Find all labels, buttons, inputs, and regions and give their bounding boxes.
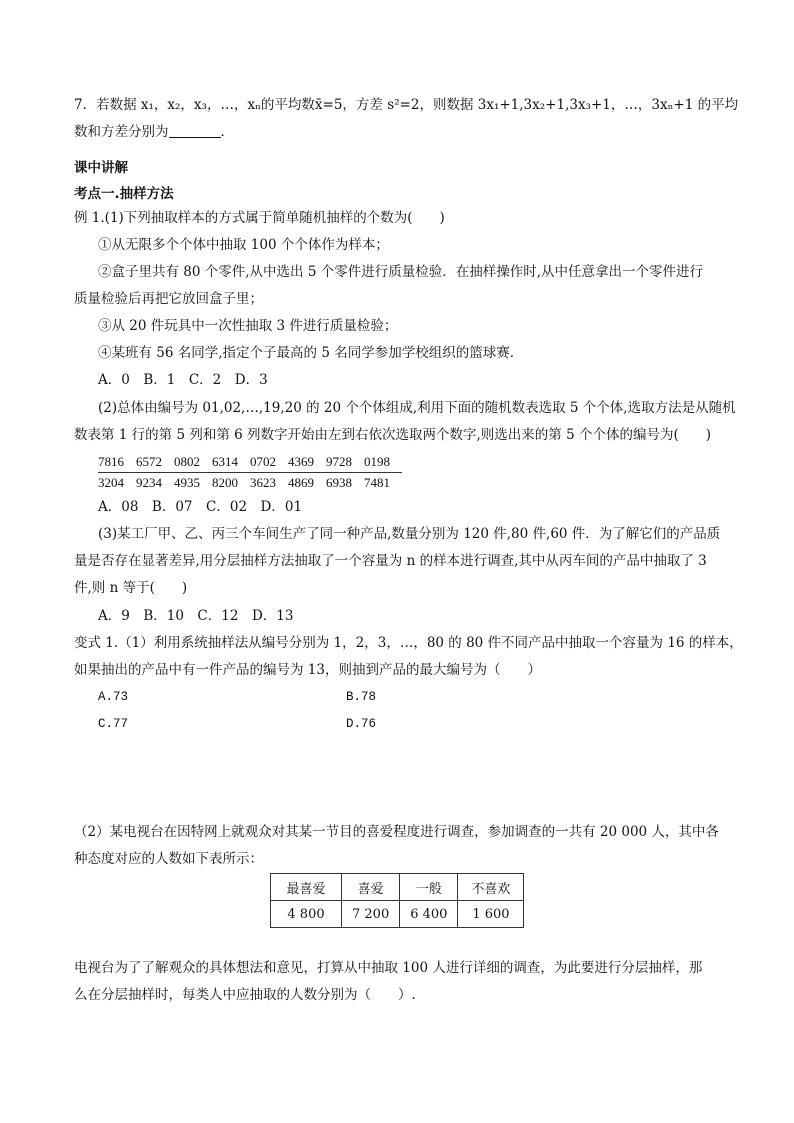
- random-cell: 9234: [136, 475, 162, 490]
- random-cell: 7481: [364, 475, 390, 490]
- random-cell: 9728: [326, 452, 364, 473]
- var1-line1: 变式 1.（1）利用系统抽样法从编号分别为 1，2，3，…，80 的 80 件不同产品中抽取一个容量为 16 的样本，: [74, 635, 743, 651]
- q7-line2-text: 数和方差分别为: [74, 124, 169, 140]
- ex1-option-1: ①从无限多个个体中抽取 100 个个体作为样本；: [98, 237, 389, 253]
- ex1-answers-3: A．9 B．10 C．12 D．13: [98, 608, 294, 624]
- random-cell: 8200: [212, 475, 238, 490]
- opinion-value-cell: 4 800: [271, 901, 342, 928]
- opinion-value-cell: 1 600: [458, 901, 524, 928]
- ex1-q2-line2: 数表第 1 行的第 5 列和第 6 列数字开始由左到右依次选取两个数字,则选出来的第 5 个个体的编号为( ): [74, 427, 712, 443]
- ex1-option-2-line1: ②盒子里共有 80 个零件,从中选出 5 个零件进行质量检验．在抽样操作时,从中任意拿出一个零件进行: [98, 264, 704, 280]
- opinion-value-cell: 7 200: [342, 901, 400, 928]
- ex1-answers-1: A．0 B．1 C．2 D．3: [98, 372, 268, 388]
- random-cell: 6314: [212, 452, 250, 473]
- opinion-table: [270, 873, 524, 928]
- random-number-table: [98, 452, 402, 493]
- random-cell: 6572: [136, 452, 174, 473]
- var1-q2-line4: 么在分层抽样时，每类人中应抽取的人数分别为（ ）.: [74, 987, 416, 1003]
- ex1-q1-stem: 例 1.(1)下列抽取样本的方式属于简单随机抽样的个数为( ): [74, 210, 445, 226]
- ex1-option-3: ③从 20 件玩具中一次性抽取 3 件进行质量检验；: [98, 318, 398, 334]
- opinion-header-row: [271, 874, 524, 901]
- random-cell: 4369: [288, 452, 326, 473]
- ex1-option-2-line2: 质量检验后再把它放回盒子里；: [74, 291, 263, 307]
- q7-line1: 7．若数据 x₁，x₂，x₃，…，xₙ的平均数x̄=5，方差 s²=2，则数据 3x₁+1,3x₂+1,3x₃+1，…，3xₙ+1 的平均: [74, 97, 739, 113]
- opinion-header-cell: 不喜欢: [458, 874, 524, 901]
- topic-title: 考点一.抽样方法: [74, 186, 174, 202]
- ex1-q2-line1: (2)总体由编号为 01,02,…,19,20 的 20 个个体组成,利用下面的随机数表选取 5 个个体,选取方法是从随机: [98, 400, 736, 416]
- ex1-option-4: ④某班有 56 名同学,指定个子最高的 5 名同学参加学校组织的篮球赛．: [98, 345, 524, 361]
- var1-q2-line1: （2）某电视台在因特网上就观众对其某一节目的喜爱程度进行调查，参加调查的一共有 20 000 人，其中各: [74, 824, 719, 840]
- var1-option-c: C.77: [98, 717, 129, 731]
- random-cell: 3623: [250, 475, 276, 490]
- opinion-value-row: [271, 901, 524, 928]
- q7-line2: [74, 122, 234, 142]
- ex1-q3-line3: 件,则 n 等于( ): [74, 580, 188, 596]
- random-cell: 4935: [174, 475, 200, 490]
- random-cell: 0198: [364, 452, 402, 473]
- var1-q2-line3: 电视台为了了解观众的具体想法和意见，打算从中抽取 100 人进行详细的调查，为此要进行分层抽样，那: [74, 960, 703, 976]
- var1-option-d: D.76: [346, 717, 377, 731]
- random-cell: 0802: [174, 452, 212, 473]
- opinion-value-cell: 6 400: [400, 901, 458, 928]
- ex1-q3-line1: (3)某工厂甲、乙、丙三个车间生产了同一种产品,数量分别为 120 件,80 件,60 件．为了解它们的产品质: [98, 526, 721, 542]
- random-cell: 4869: [288, 475, 314, 490]
- section-title: 课中讲解: [74, 160, 128, 176]
- opinion-header-cell: 喜爱: [342, 874, 400, 901]
- q7-line2-end: ．: [220, 124, 234, 140]
- answer-blank: [169, 123, 221, 138]
- var1-q2-line2: 种态度对应的人数如下表所示：: [74, 851, 263, 867]
- random-row-2: [98, 473, 402, 494]
- random-cell: 3204: [98, 475, 124, 490]
- random-cell: 7816: [98, 452, 136, 473]
- opinion-header-cell: 一般: [400, 874, 458, 901]
- ex1-q3-line2: 量是否存在显著差异,用分层抽样方法抽取了一个容量为 n 的样本进行调查,其中从丙车间的产品中抽取了 3: [74, 553, 707, 569]
- var1-line2: 如果抽出的产品中有一件产品的编号为 13，则抽到产品的最大编号为（ ）: [74, 662, 541, 678]
- var1-option-a: A.73: [98, 690, 129, 704]
- var1-option-b: B.78: [346, 690, 377, 704]
- random-cell: 0702: [250, 452, 288, 473]
- opinion-header-cell: 最喜爱: [271, 874, 342, 901]
- random-cell: 6938: [326, 475, 352, 490]
- random-row-1: [98, 452, 402, 473]
- ex1-answers-2: A．08 B．07 C．02 D．01: [98, 499, 303, 515]
